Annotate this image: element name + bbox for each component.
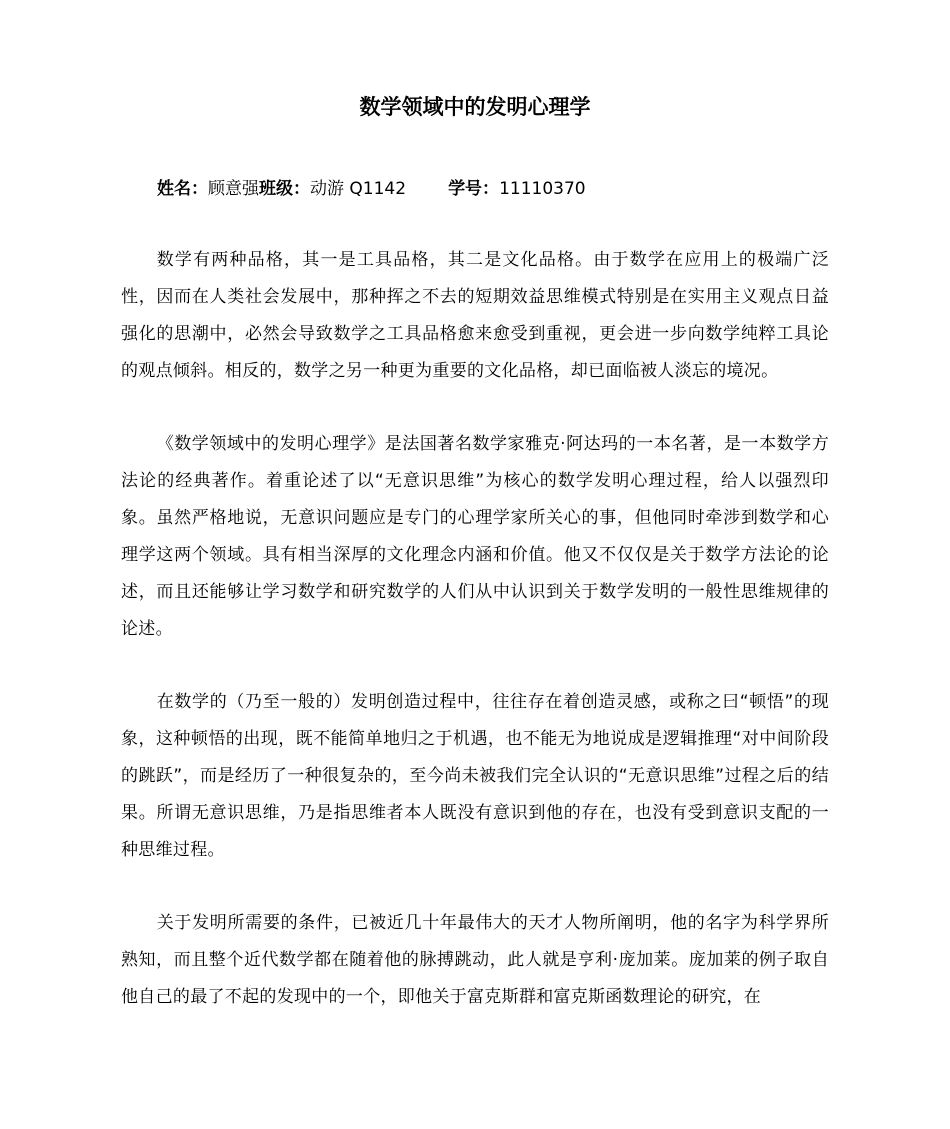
- document-body: [121, 242, 829, 1052]
- paragraph-1: 数学有两种品格，其一是工具品格，其二是文化品格。由于数学在应用上的极端广泛性，因而在人类社会发展中，那种挥之不去的短期效益思维模式特别是在实用主义观点日益强化的思潮中，必然会导致数学之工具品格愈来愈受到重视，更会进一步向数学纯粹工具论的观点倾斜。相反的，数学之另一种更为重要的文化品格，却已面临被人淡忘的境况。: [121, 250, 829, 381]
- class-label: 班级：: [259, 179, 310, 199]
- name-value: 顾意强: [208, 179, 259, 199]
- author-info-line: [157, 175, 586, 203]
- class-value: 动游 Q1142: [310, 179, 407, 199]
- paragraph-2: 《数学领域中的发明心理学》是法国著名数学家雅克·阿达玛的一本名著，是一本数学方法论的经典著作。着重论述了以“无意识思维”为核心的数学发明心理过程，给人以强烈印象。虽然严格地说，无意识问题应是专门的心理学家所关心的事，但他同时牵涉到数学和心理学这两个领域。具有相当深厚的文化理念内涵和价值。他又不仅仅是关于数学方法论的论述，而且还能够让学习数学和研究数学的人们从中认识到关于数学发明的一般性思维规律的论述。: [121, 434, 829, 639]
- paragraph-4: 关于发明所需要的条件，已被近几十年最伟大的天才人物所阐明，他的名字为科学界所熟知，而且整个近代数学都在随着他的脉搏跳动，此人就是亨利·庞加莱。庞加莱的例子取自他自己的最了不起的发现中的一个，即他关于富克斯群和富克斯函数理论的研究，在: [121, 913, 829, 1007]
- student-id-value: 11110370: [499, 179, 586, 199]
- student-id-label: 学号：: [448, 179, 500, 199]
- paragraph-3: 在数学的（乃至一般的）发明创造过程中，往往存在着创造灵感，或称之曰“顿悟”的现象，这种顿悟的出现，既不能简单地归之于机遇，也不能无为地说成是逻辑推理“对中间阶段的跳跃”，而是经历了一种很复杂的，至今尚未被我们完全认识的“无意识思维”过程之后的结果。所谓无意识思维，乃是指思维者本人既没有意识到他的存在，也没有受到意识支配的一种思维过程。: [121, 692, 829, 860]
- document-title: 数学领域中的发明心理学: [359, 95, 591, 119]
- name-label: 姓名：: [157, 179, 208, 199]
